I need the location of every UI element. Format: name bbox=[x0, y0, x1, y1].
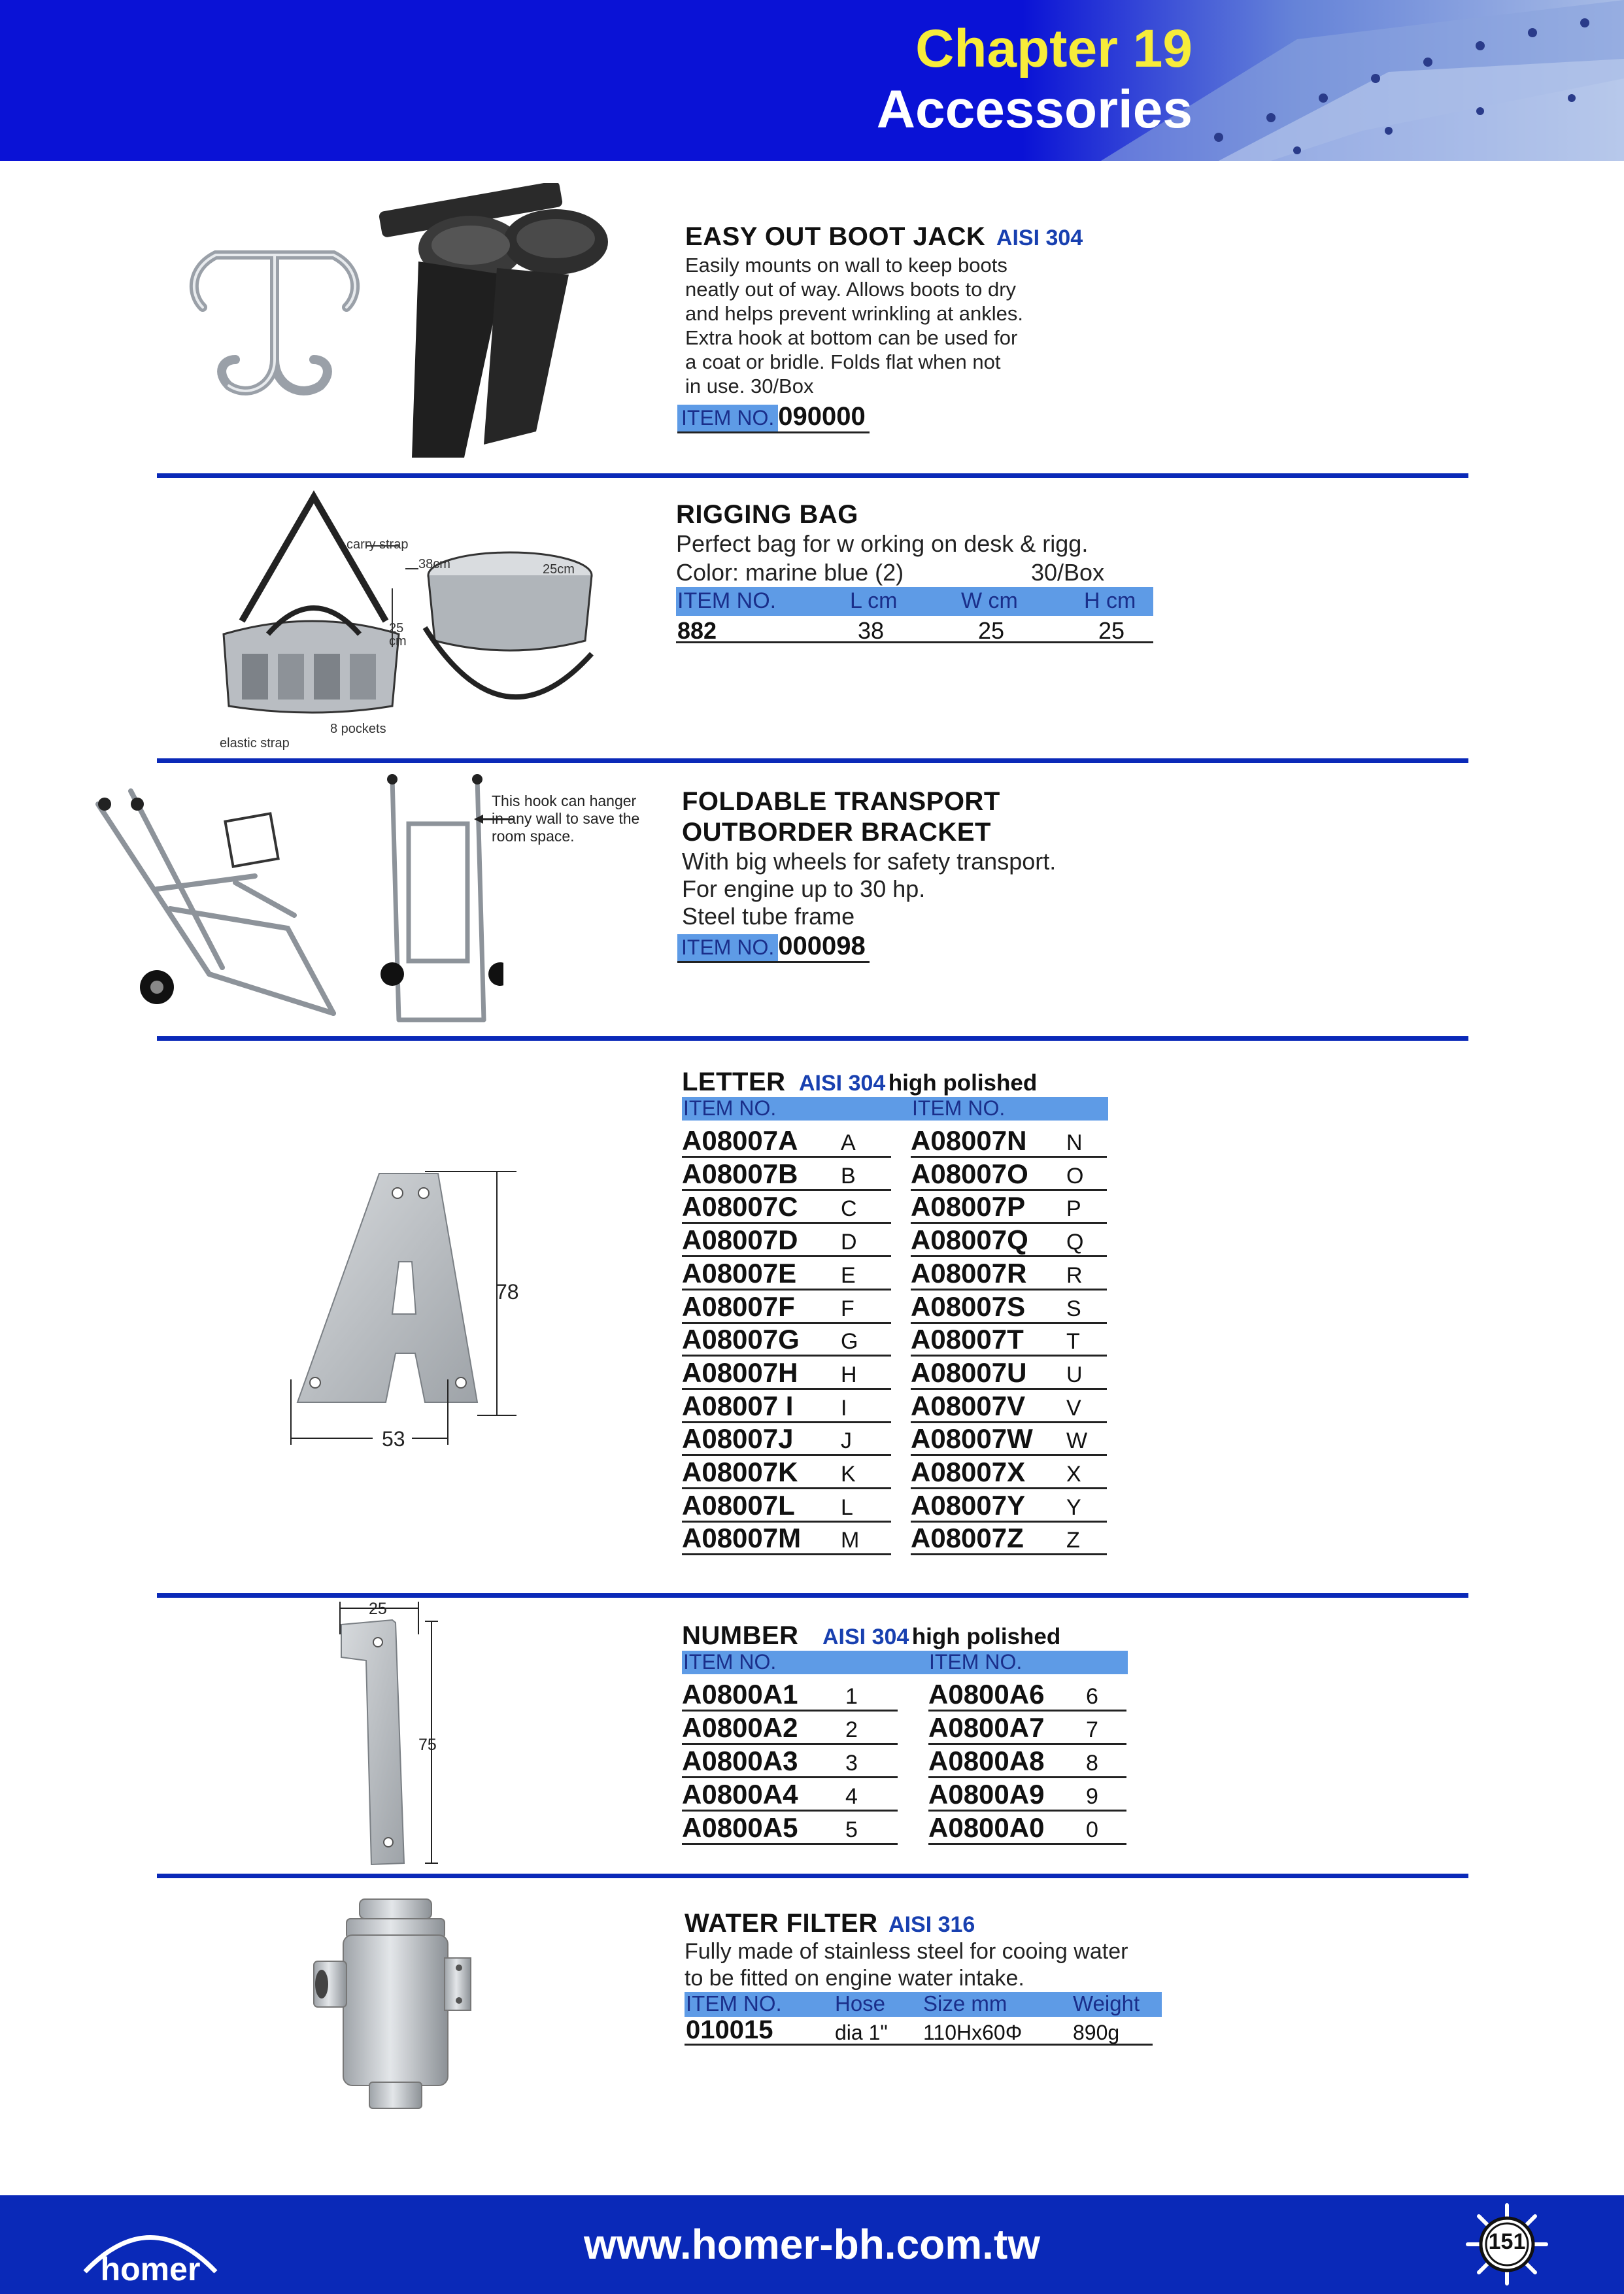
boot-jack-hook-image bbox=[177, 229, 373, 412]
number-table-row bbox=[682, 1679, 1126, 1712]
letter-table-row bbox=[682, 1457, 1107, 1490]
item-number: A08007O bbox=[911, 1158, 1028, 1189]
letter-char: U bbox=[1066, 1362, 1083, 1387]
item-number: A08007L bbox=[682, 1489, 795, 1521]
row-underline bbox=[911, 1355, 1107, 1357]
digit-char: 1 bbox=[845, 1684, 858, 1709]
letter-height-dimension: 78 bbox=[496, 1280, 519, 1304]
height-cell: 25 bbox=[1098, 617, 1125, 644]
product-description bbox=[685, 1938, 1181, 1992]
letter-char: O bbox=[1066, 1163, 1084, 1189]
letter-char: N bbox=[1066, 1130, 1083, 1155]
digit-char: 7 bbox=[1086, 1717, 1098, 1742]
page-title bbox=[877, 20, 1193, 141]
description-line: Fully made of stainless steel for cooing water bbox=[685, 1939, 1128, 1964]
table-header bbox=[682, 1097, 1108, 1121]
digit-char: 9 bbox=[1086, 1784, 1098, 1809]
number-table-row bbox=[682, 1779, 1126, 1812]
row-underline bbox=[911, 1289, 1107, 1290]
letter-char: A bbox=[841, 1130, 856, 1155]
table-header bbox=[676, 587, 1153, 616]
row-underline bbox=[682, 1189, 891, 1191]
row-underline bbox=[911, 1421, 1107, 1423]
digit-char: 6 bbox=[1086, 1684, 1098, 1709]
letter-char: X bbox=[1066, 1462, 1081, 1487]
item-number: 000098 bbox=[778, 932, 866, 960]
row-underline bbox=[682, 1388, 891, 1390]
logo-text: homer bbox=[100, 2251, 201, 2287]
item-number: A08007W bbox=[911, 1423, 1033, 1455]
item-number: A08007 I bbox=[682, 1390, 794, 1421]
column-header: ITEM NO. bbox=[929, 1650, 1023, 1674]
letter-char: F bbox=[841, 1296, 854, 1321]
row-underline bbox=[682, 1322, 891, 1324]
row-underline bbox=[682, 1810, 898, 1812]
item-number: 882 bbox=[677, 617, 717, 644]
description-line: and helps prevent wrinkling at ankles. bbox=[685, 302, 1023, 325]
column-header: Weight bbox=[1073, 1991, 1140, 2016]
row-underline bbox=[911, 1222, 1107, 1224]
row-underline bbox=[682, 1421, 891, 1423]
letter-char: Q bbox=[1066, 1230, 1084, 1255]
pack-quantity: 30/Box bbox=[1031, 559, 1105, 586]
material-label: AISI 304 bbox=[799, 1071, 886, 1096]
outboard-bracket-folded-image bbox=[373, 765, 503, 1033]
item-number: 010015 bbox=[686, 2016, 773, 2044]
letter-info bbox=[682, 1068, 1140, 1121]
row-underline bbox=[682, 1454, 891, 1456]
bag-label-elastic-strap: elastic strap bbox=[220, 736, 290, 751]
description-line: Easily mounts on wall to keep boots bbox=[685, 254, 1007, 277]
row-underline bbox=[928, 1843, 1126, 1845]
letter-char: M bbox=[841, 1528, 860, 1553]
digit-char: 5 bbox=[845, 1817, 858, 1842]
row-underline bbox=[911, 1255, 1107, 1257]
row-underline bbox=[911, 1454, 1107, 1456]
item-number: A08007C bbox=[682, 1191, 798, 1223]
letter-a-plate-image bbox=[281, 1164, 530, 1458]
bag-label-height-unit: cm bbox=[389, 634, 407, 649]
item-number: A0800A7 bbox=[928, 1712, 1045, 1743]
column-header: ITEM NO. bbox=[683, 1096, 777, 1120]
column-header: L cm bbox=[850, 588, 898, 613]
letter-char: Y bbox=[1066, 1494, 1081, 1520]
item-number: A08007Z bbox=[911, 1523, 1024, 1554]
section-divider bbox=[157, 758, 1468, 763]
description-line: to be fitted on engine water intake. bbox=[685, 1966, 1024, 1991]
length-cell: 38 bbox=[858, 617, 885, 644]
item-number: A08007T bbox=[911, 1324, 1024, 1355]
letter-char: Z bbox=[1066, 1528, 1080, 1553]
item-number: A08007J bbox=[682, 1423, 794, 1455]
letter-char: G bbox=[841, 1329, 858, 1355]
product-description bbox=[682, 848, 1153, 930]
column-header: Hose bbox=[835, 1991, 886, 2016]
number-info bbox=[682, 1621, 1153, 1674]
letter-table-row bbox=[682, 1158, 1107, 1192]
finish-label: high polished bbox=[888, 1070, 1038, 1096]
letter-char: T bbox=[1066, 1329, 1080, 1355]
digit-char: 4 bbox=[845, 1784, 858, 1809]
row-underline bbox=[911, 1388, 1107, 1390]
description-line: Extra hook at bottom can be used for bbox=[685, 326, 1018, 349]
item-number: A0800A0 bbox=[928, 1812, 1045, 1843]
letter-table-row bbox=[682, 1125, 1107, 1158]
item-number: A08007V bbox=[911, 1390, 1026, 1421]
item-number-label: ITEM NO. bbox=[677, 934, 778, 961]
row-underline bbox=[682, 1553, 891, 1555]
hook-note bbox=[492, 792, 639, 845]
letter-table-row bbox=[682, 1191, 1107, 1224]
row-underline bbox=[682, 1255, 891, 1257]
letter-char: V bbox=[1066, 1395, 1081, 1421]
row-underline bbox=[911, 1322, 1107, 1324]
section-divider bbox=[157, 473, 1468, 478]
row-underline bbox=[682, 1776, 898, 1778]
item-number: A08007X bbox=[911, 1457, 1026, 1487]
number-height-dimension: 75 bbox=[418, 1736, 437, 1754]
row-underline bbox=[682, 1843, 898, 1845]
finish-label: high polished bbox=[911, 1624, 1061, 1649]
table-row bbox=[676, 616, 1153, 643]
boot-jack-with-boots-image bbox=[373, 183, 621, 464]
item-number: A08007S bbox=[911, 1290, 1026, 1322]
item-number-label: ITEM NO. bbox=[677, 405, 778, 431]
size-cell: 110Hx60Φ bbox=[923, 2021, 1023, 2044]
digit-char: 8 bbox=[1086, 1751, 1098, 1776]
description-line: With big wheels for safety transport. bbox=[682, 848, 1057, 875]
table-header bbox=[682, 1651, 1128, 1674]
item-number: A0800A6 bbox=[928, 1679, 1045, 1710]
item-number-row bbox=[677, 402, 870, 433]
column-header: ITEM NO. bbox=[912, 1096, 1006, 1120]
item-number: A08007F bbox=[682, 1290, 795, 1322]
description-line: For engine up to 30 hp. bbox=[682, 875, 926, 902]
letter-char: K bbox=[841, 1462, 856, 1487]
row-underline bbox=[928, 1743, 1126, 1745]
row-underline bbox=[911, 1553, 1107, 1555]
item-number: A08007R bbox=[911, 1257, 1027, 1289]
item-number: A08007K bbox=[682, 1457, 798, 1487]
column-header: H cm bbox=[1084, 588, 1136, 613]
letter-char: E bbox=[841, 1262, 856, 1288]
item-number: A0800A3 bbox=[682, 1746, 798, 1776]
water-filter-image bbox=[307, 1896, 484, 2118]
number-width-dimension: 25 bbox=[369, 1600, 387, 1618]
website-url[interactable]: www.homer-bh.com.tw bbox=[583, 2221, 1041, 2268]
material-label: AISI 304 bbox=[996, 226, 1083, 250]
product-title: NUMBER bbox=[682, 1621, 799, 1650]
letter-table-row bbox=[682, 1324, 1107, 1357]
row-underline bbox=[682, 1521, 891, 1523]
letter-char: L bbox=[841, 1494, 853, 1520]
item-number: A08007N bbox=[911, 1125, 1027, 1156]
letter-char: D bbox=[841, 1230, 857, 1255]
row-underline bbox=[911, 1156, 1107, 1158]
item-number: A0800A5 bbox=[682, 1812, 798, 1843]
section-divider bbox=[157, 1874, 1468, 1878]
letter-table-row bbox=[682, 1490, 1107, 1523]
letter-char: B bbox=[841, 1163, 856, 1189]
item-number: A08007B bbox=[682, 1158, 798, 1189]
digit-char: 2 bbox=[845, 1717, 858, 1742]
letter-char: R bbox=[1066, 1262, 1083, 1288]
row-underline bbox=[682, 1289, 891, 1290]
row-underline bbox=[682, 1487, 891, 1489]
item-number: A08007E bbox=[682, 1257, 797, 1289]
item-number: A08007U bbox=[911, 1357, 1027, 1388]
item-number: A0800A1 bbox=[682, 1679, 798, 1710]
product-title-line2: OUTBORDER BRACKET bbox=[682, 818, 991, 847]
section-title: Accessories bbox=[876, 80, 1193, 139]
letter-table-row bbox=[682, 1391, 1107, 1424]
item-number: A08007G bbox=[682, 1324, 800, 1355]
letter-char: C bbox=[841, 1196, 857, 1222]
item-number: A0800A4 bbox=[682, 1779, 798, 1810]
item-number: A0800A2 bbox=[682, 1712, 798, 1743]
digit-char: 0 bbox=[1086, 1817, 1098, 1842]
item-number: A08007H bbox=[682, 1357, 798, 1388]
bag-label-carry-strap: carry strap bbox=[347, 537, 409, 552]
letter-table-row bbox=[682, 1224, 1107, 1258]
material-label: AISI 316 bbox=[888, 1912, 975, 1937]
chapter-title: Chapter 19 bbox=[915, 19, 1193, 78]
description-line: neatly out of way. Allows boots to dry bbox=[685, 278, 1017, 301]
bag-label-length: 38cm bbox=[418, 557, 450, 571]
row-underline bbox=[911, 1487, 1107, 1489]
hose-cell: dia 1" bbox=[835, 2021, 888, 2044]
row-underline bbox=[911, 1189, 1107, 1191]
letter-char: P bbox=[1066, 1196, 1081, 1222]
row-underline bbox=[682, 1156, 891, 1158]
rigging-bag-info bbox=[676, 500, 1160, 643]
letter-width-dimension: 53 bbox=[382, 1427, 405, 1451]
letter-table-row bbox=[682, 1357, 1107, 1391]
row-underline bbox=[928, 1810, 1126, 1812]
row-underline bbox=[928, 1776, 1126, 1778]
row-underline bbox=[682, 1710, 898, 1712]
item-number-row bbox=[677, 932, 870, 963]
note-line: room space. bbox=[492, 828, 575, 845]
number-one-plate-image bbox=[327, 1595, 458, 1870]
letter-table-row bbox=[682, 1291, 1107, 1324]
product-description bbox=[685, 253, 1143, 398]
row-underline bbox=[682, 1222, 891, 1224]
description-line: a coat or bridle. Folds flat when not bbox=[685, 350, 1001, 373]
weight-cell: 890g bbox=[1073, 2021, 1120, 2044]
note-line: This hook can hanger bbox=[492, 792, 637, 809]
column-header: ITEM NO. bbox=[686, 1991, 782, 2016]
bag-label-height: 25 bbox=[389, 621, 404, 635]
column-header: ITEM NO. bbox=[677, 588, 777, 613]
item-number: A08007Q bbox=[911, 1224, 1028, 1256]
letter-char: W bbox=[1066, 1428, 1088, 1454]
item-number: A08007D bbox=[682, 1224, 798, 1256]
color-info: Color: marine blue (2) bbox=[676, 559, 904, 586]
rigging-bag-image bbox=[216, 490, 595, 752]
table-row bbox=[685, 2017, 1153, 2046]
column-header: W cm bbox=[961, 588, 1018, 613]
table-header bbox=[685, 1992, 1162, 2017]
item-number: A0800A8 bbox=[928, 1746, 1045, 1776]
product-title: EASY OUT BOOT JACK bbox=[685, 222, 986, 251]
item-number: A08007P bbox=[911, 1191, 1026, 1223]
product-title: WATER FILTER bbox=[685, 1909, 878, 1938]
digit-char: 3 bbox=[845, 1751, 858, 1776]
number-table-row bbox=[682, 1746, 1126, 1779]
product-description: Perfect bag for w orking on desk & rigg. bbox=[676, 530, 1089, 557]
description-line: in use. 30/Box bbox=[685, 375, 814, 397]
bag-label-pockets: 8 pockets bbox=[330, 722, 386, 736]
item-number: A08007A bbox=[682, 1125, 798, 1156]
number-table-row bbox=[682, 1712, 1126, 1746]
page-number: 151 bbox=[1488, 2229, 1526, 2254]
row-underline bbox=[682, 1355, 891, 1357]
letter-table-row bbox=[682, 1258, 1107, 1291]
column-header: Size mm bbox=[923, 1991, 1007, 2016]
bag-label-width: 25cm bbox=[543, 562, 575, 577]
note-line: in any wall to save the bbox=[492, 810, 640, 827]
item-number: A0800A9 bbox=[928, 1779, 1045, 1810]
section-divider bbox=[157, 1036, 1468, 1041]
product-title: RIGGING BAG bbox=[676, 500, 858, 529]
water-filter-info bbox=[685, 1909, 1181, 2046]
page-header bbox=[0, 0, 1624, 161]
letter-table-row bbox=[682, 1523, 1107, 1556]
page-footer bbox=[0, 2195, 1624, 2294]
boot-jack-info bbox=[685, 222, 1143, 398]
product-title: LETTER bbox=[682, 1068, 786, 1096]
description-line: Steel tube frame bbox=[682, 903, 855, 930]
item-number: A08007Y bbox=[911, 1489, 1026, 1521]
letter-char: J bbox=[841, 1428, 852, 1454]
outboard-bracket-unfolded-image bbox=[92, 778, 347, 1033]
item-number: A08007M bbox=[682, 1523, 802, 1554]
letter-char: I bbox=[841, 1395, 847, 1421]
bracket-info bbox=[682, 786, 1153, 930]
product-title: FOLDABLE TRANSPORT bbox=[682, 787, 1000, 816]
row-underline bbox=[928, 1710, 1126, 1712]
row-underline bbox=[682, 1743, 898, 1745]
letter-table-row bbox=[682, 1423, 1107, 1457]
letter-char: H bbox=[841, 1362, 857, 1387]
letter-char: S bbox=[1066, 1296, 1081, 1321]
width-cell: 25 bbox=[978, 617, 1005, 644]
column-header: ITEM NO. bbox=[683, 1650, 777, 1674]
item-number: 090000 bbox=[778, 402, 866, 431]
row-underline bbox=[911, 1521, 1107, 1523]
number-table-row bbox=[682, 1812, 1126, 1846]
material-label: AISI 304 bbox=[822, 1625, 909, 1649]
